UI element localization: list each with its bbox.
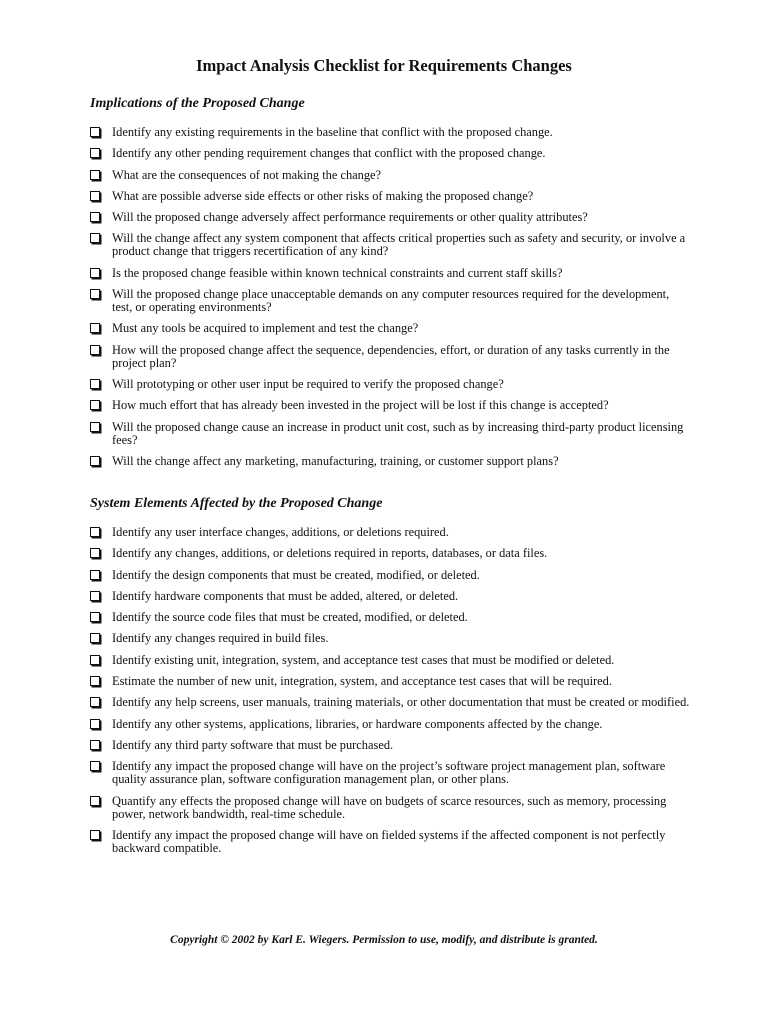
checklist-item-text: Identify the design components that must be created, modified, or deleted. [112, 567, 480, 582]
checkbox-icon [90, 233, 100, 243]
checklist-item-text: Identify hardware components that must be added, altered, or deleted. [112, 588, 459, 603]
checklist-item [90, 654, 690, 667]
checkbox-icon [90, 633, 100, 643]
checklist-item [90, 739, 690, 752]
checkbox-icon [90, 761, 100, 771]
checklist-item-text: Must any tools be acquired to implement and test the change? [112, 321, 419, 336]
checkbox-icon [90, 591, 100, 601]
checklist-item-text: What are the consequences of not making the change? [112, 167, 382, 182]
checkbox-icon [90, 191, 100, 201]
checklist-item-text: Identify any changes, additions, or deletions required in reports, databases, or data files. [112, 546, 548, 561]
checklist-item [90, 590, 690, 603]
checklist-item [90, 378, 690, 391]
checklist-item-text: Identify any other systems, applications, libraries, or hardware components affected by the change. [112, 716, 603, 731]
checklist-item-text: Identify any impact the proposed change will have on the project’s software project management plan, software quality assurance plan, software configuration management plan, or other plans. [112, 759, 666, 787]
section-heading-implications: Implications of the Proposed Change [90, 96, 305, 111]
checkbox-icon [90, 655, 100, 665]
checkbox-icon [90, 400, 100, 410]
checklist-item-text: Estimate the number of new unit, integration, system, and acceptance test cases that will be required. [112, 674, 612, 689]
checklist-item-text: Is the proposed change feasible within known technical constraints and current staff skills? [112, 265, 563, 280]
checklist-item [90, 232, 690, 258]
checklist-item-text: Will the proposed change adversely affect performance requirements or other quality attributes? [112, 210, 588, 225]
checklist-item [90, 399, 690, 412]
checklist-item [90, 169, 690, 182]
checklist-item-text: Will the proposed change cause an increase in product unit cost, such as by increasing third-party product licensing fees? [112, 419, 684, 447]
checklist-item-text: Identify any help screens, user manuals, training materials, or other documentation that must be created or modified. [112, 695, 690, 710]
checklist-item [90, 526, 690, 539]
checklist-item [90, 547, 690, 560]
checkbox-icon [90, 612, 100, 622]
checklist-item [90, 718, 690, 731]
checklist-system-elements [90, 526, 690, 863]
checklist-item [90, 211, 690, 224]
checklist-item [90, 344, 690, 370]
checklist-item [90, 126, 690, 139]
checkbox-icon [90, 456, 100, 466]
checkbox-icon [90, 212, 100, 222]
checklist-item-text: Identify existing unit, integration, system, and acceptance test cases that must be modified or deleted. [112, 652, 615, 667]
checkbox-icon [90, 719, 100, 729]
checklist-item [90, 147, 690, 160]
checklist-item-text: Will the change affect any system component that affects critical properties such as safety and security, or involve a product change that triggers recertification of any kind? [112, 231, 686, 259]
copyright-footer: Copyright © 2002 by Karl E. Wiegers. Permission to use, modify, and distribute is granted. [170, 934, 598, 946]
checklist-item [90, 829, 690, 855]
checkbox-icon [90, 796, 100, 806]
checkbox-icon [90, 345, 100, 355]
checkbox-icon [90, 170, 100, 180]
checklist-item [90, 795, 690, 821]
checklist-item-text: Identify any third party software that must be purchased. [112, 737, 394, 752]
checklist-item [90, 267, 690, 280]
checklist-item-text: Identify any user interface changes, additions, or deletions required. [112, 525, 449, 539]
checklist-item-text: Quantify any effects the proposed change will have on budgets of scarce resources, such as memory, processing power, network bandwidth, real-time schedule. [112, 793, 667, 821]
checklist-item [90, 696, 690, 709]
checklist-item [90, 288, 690, 314]
checkbox-icon [90, 148, 100, 158]
checklist-item-text: Identify any changes required in build files. [112, 631, 329, 646]
page-title: Impact Analysis Checklist for Requirements Changes [196, 56, 572, 75]
checkbox-icon [90, 830, 100, 840]
checklist-item-text: Identify any other pending requirement changes that conflict with the proposed change. [112, 146, 546, 161]
checklist-item-text: How will the proposed change affect the sequence, dependencies, effort, or duration of any tasks currently in the project plan? [112, 342, 670, 370]
checkbox-icon [90, 570, 100, 580]
checkbox-icon [90, 127, 100, 137]
checkbox-icon [90, 740, 100, 750]
checklist-item-text: Identify any impact the proposed change will have on fielded systems if the affected component is not perfectly backward compatible. [112, 827, 666, 855]
checkbox-icon [90, 289, 100, 299]
checklist-item [90, 455, 690, 468]
checklist-item-text: Identify any existing requirements in the baseline that conflict with the proposed change. [112, 125, 553, 139]
checklist-item [90, 632, 690, 645]
checklist-item [90, 675, 690, 688]
checkbox-icon [90, 697, 100, 707]
checkbox-icon [90, 676, 100, 686]
checklist-item [90, 569, 690, 582]
checklist-item-text: How much effort that has already been invested in the project will be lost if this change is accepted? [112, 398, 609, 413]
checklist-item-text: Will the change affect any marketing, manufacturing, training, or customer support plans? [112, 453, 559, 468]
checklist-item [90, 611, 690, 624]
checklist-item-text: What are possible adverse side effects or other risks of making the proposed change? [112, 188, 534, 203]
checklist-item-text: Will prototyping or other user input be required to verify the proposed change? [112, 376, 504, 391]
checklist-item [90, 760, 690, 786]
checklist-item-text: Will the proposed change place unacceptable demands on any computer resources required for the development, test, or operating environments? [112, 287, 670, 315]
checklist-item [90, 421, 690, 447]
section-heading-system-elements: System Elements Affected by the Proposed Change [90, 496, 383, 511]
checkbox-icon [90, 422, 100, 432]
checklist-item [90, 190, 690, 203]
checkbox-icon [90, 548, 100, 558]
checkbox-icon [90, 379, 100, 389]
checklist-item-text: Identify the source code files that must be created, modified, or deleted. [112, 610, 468, 625]
checkbox-icon [90, 323, 100, 333]
checklist-item [90, 322, 690, 335]
checklist-implications [90, 126, 690, 476]
checkbox-icon [90, 268, 100, 278]
checkbox-icon [90, 527, 100, 537]
